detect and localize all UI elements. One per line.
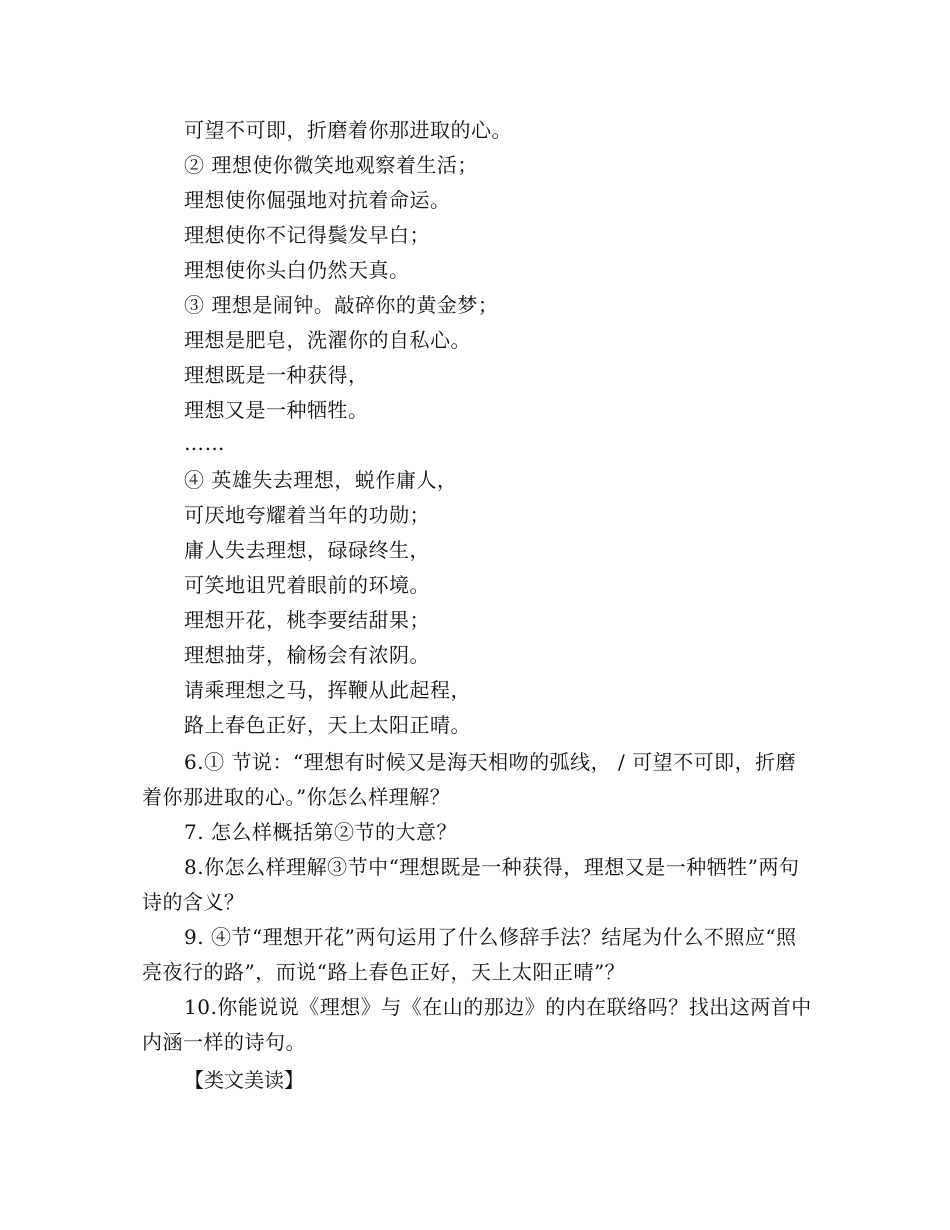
poem-line: ③ 理想是闹钟。敲碎你的黄金梦； xyxy=(184,293,499,317)
poem-line: ② 理想使你微笑地观察着生活； xyxy=(184,153,478,177)
poem-line: ④ 英雄失去理想，蜕作庸人， xyxy=(184,468,458,492)
question-text: 6.① 节说：“理想有时候又是海天相吻的弧线， / 可望不可即，折磨着你那进取的心。”你怎么样理解？ xyxy=(142,750,797,809)
poem-ellipsis: …… xyxy=(184,431,225,455)
question-9 xyxy=(142,920,812,990)
poem-line: 理想既是一种获得， xyxy=(184,363,369,387)
question-10 xyxy=(142,990,812,1060)
poem-line: 理想是肥皂，洗濯你的自私心。 xyxy=(184,328,471,352)
question-text: 9. ④节“理想开花”两句运用了什么修辞手法？结尾为什么不照应“照亮夜行的路”，而说“路上春色正好，天上太阳正晴”？ xyxy=(142,925,797,984)
poem-line: 路上春色正好，天上太阳正晴。 xyxy=(184,713,471,737)
question-text: 8.你怎么样理解③节中“理想既是一种获得，理想又是一种牺牲”两句诗的含义？ xyxy=(142,855,800,914)
poem-line: 理想又是一种牺牲。 xyxy=(184,398,369,422)
question-text: 10.你能说说《理想》与《在山的那边》的内在联络吗？找出这两首中内涵一样的诗句。 xyxy=(142,995,812,1054)
poem-line: 理想使你头白仍然天真。 xyxy=(184,258,410,282)
poem-line: 请乘理想之马，挥鞭从此起程， xyxy=(184,678,471,702)
poem-line: 可厌地夸耀着当年的功勋； xyxy=(184,503,430,527)
poem-line: 理想使你不记得鬓发早白； xyxy=(184,223,430,247)
question-text: 7. 怎么样概括第②节的大意？ xyxy=(184,820,457,844)
poem-line: 理想开花，桃李要结甜果； xyxy=(184,608,430,632)
poem-line: 庸人失去理想，碌碌终生， xyxy=(184,538,430,562)
poem-line: 理想抽芽，榆杨会有浓阴。 xyxy=(184,643,430,667)
question-6 xyxy=(142,745,812,815)
poem-line: 可望不可即，折磨着你那进取的心。 xyxy=(184,118,512,142)
section-heading: 【类文美读】 xyxy=(184,1068,304,1092)
question-7 xyxy=(142,815,812,850)
poem-line: 理想使你倔强地对抗着命运。 xyxy=(184,188,451,212)
poem-line: 可笑地诅咒着眼前的环境。 xyxy=(184,573,430,597)
question-8 xyxy=(142,850,812,920)
